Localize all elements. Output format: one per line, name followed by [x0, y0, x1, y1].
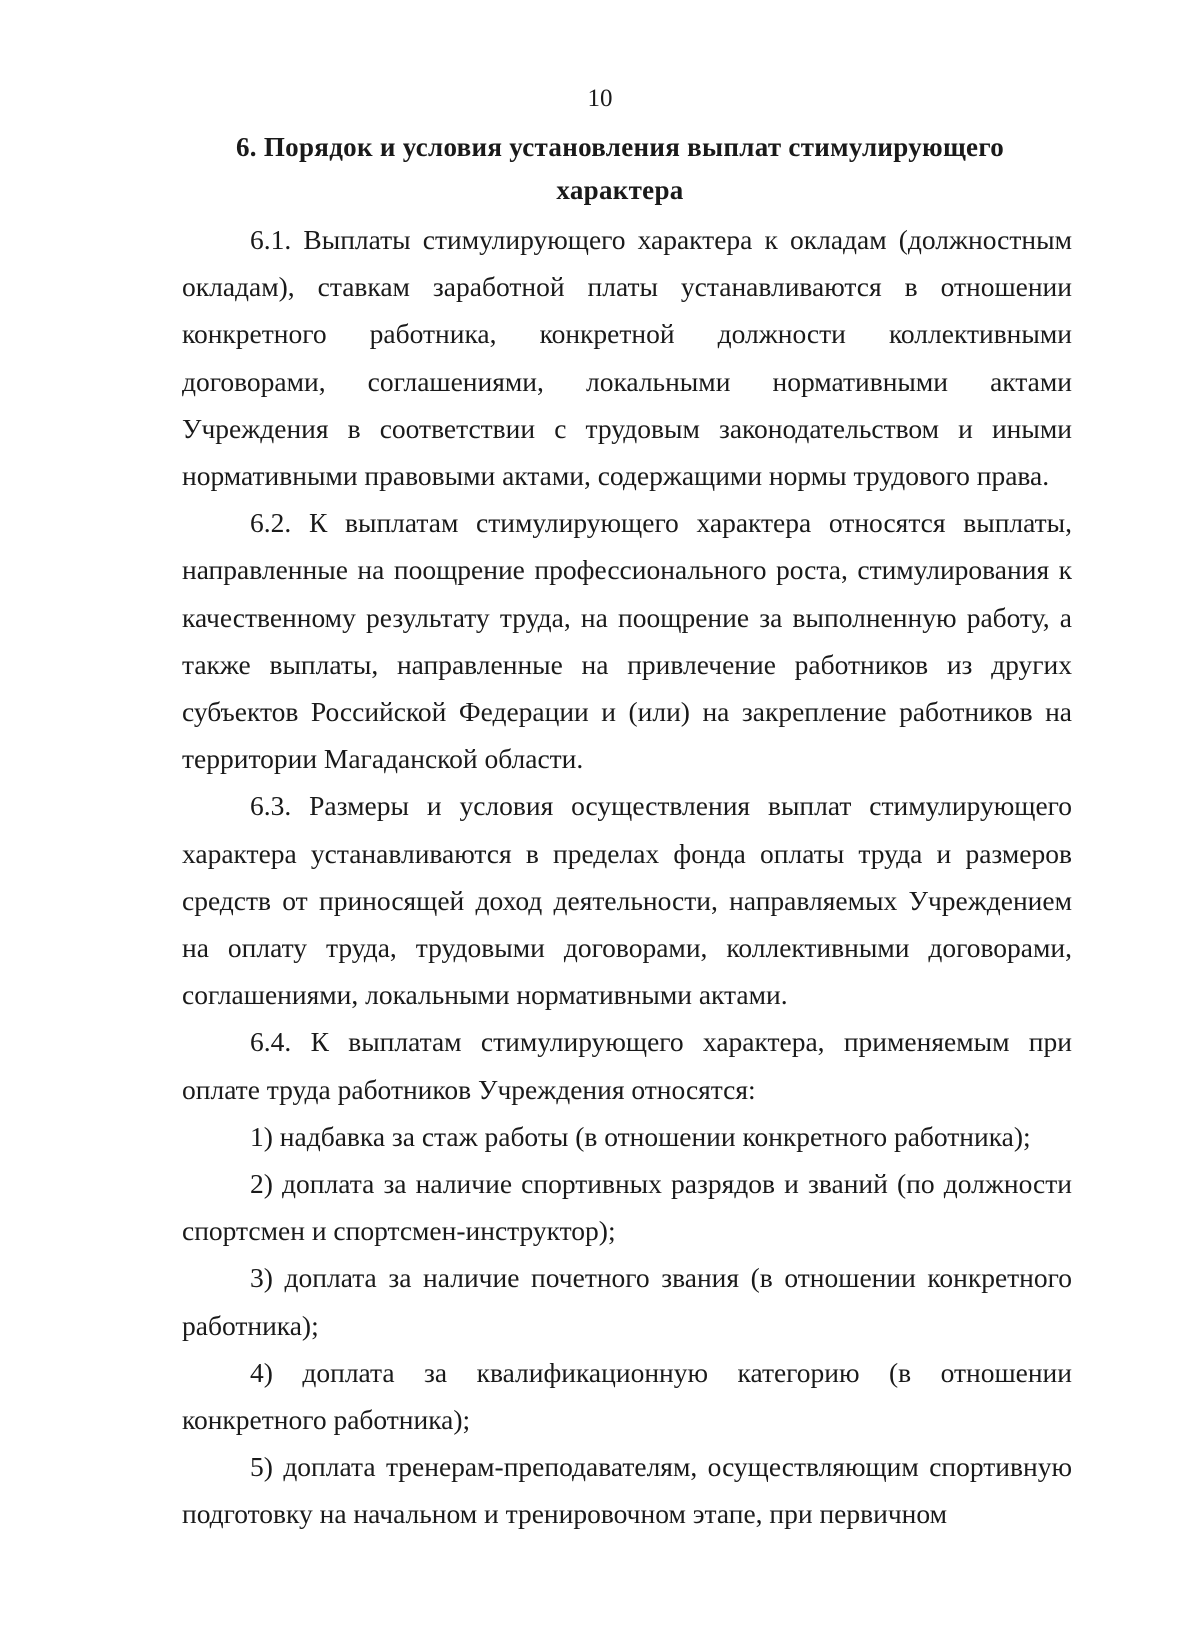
- paragraph-6-3: 6.3. Размеры и условия осуществления выплат стимулирующего характера устанавливаются в пределах фонда оплаты труда и размеров средств от приносящей доход деятельности, направляемых Учреждением на оплату труда, трудовыми договорами, коллективными договорами, соглашениями, локальными нормативными актами.: [182, 790, 1072, 1011]
- list-item-1: 1) надбавка за стаж работы (в отношении конкретного работника);: [250, 1120, 1031, 1152]
- paragraph-6-2: 6.2. К выплатам стимулирующего характера относятся выплаты, направленные на поощрение профессионального роста, стимулирования к качественному результату труда, на поощрение за выполненную работу, а также выплаты, направленные на привлечение работников из других субъектов Российской Федерации и (или) на закрепление работников на территории Магаданской области.: [182, 507, 1072, 775]
- section-heading: 6. Порядок и условия установления выплат стимулирующего характера: [235, 132, 1005, 205]
- list-item-3: 3) доплата за наличие почетного звания (в отношении конкретного работника);: [182, 1262, 1072, 1341]
- list-item-4: 4) доплата за квалификационную категорию (в отношении конкретного работника);: [182, 1356, 1072, 1436]
- document-body: [182, 216, 1072, 1538]
- list-item-2: 2) доплата за наличие спортивных разрядов и званий (по должности спортсмен и спортсмен-инструктор);: [182, 1168, 1072, 1247]
- paragraph-6-1: 6.1. Выплаты стимулирующего характера к окладам (должностным окладам), ставкам заработной платы устанавливаются в отношении конкретного работника, конкретной должности коллективными договорами, соглашениями, локальными нормативными актами Учреждения в соответствии с трудовым законодательством и иными нормативными правовыми актами, содержащими нормы трудового права.: [182, 224, 1072, 492]
- list-item-5: 5) доплата тренерам-преподавателям, осуществляющим спортивную подготовку на начальном и тренировочном этапе, при первичном: [182, 1451, 1072, 1530]
- paragraph-6-4: 6.4. К выплатам стимулирующего характера, применяемым при оплате труда работников Учреждения относятся:: [182, 1026, 1072, 1105]
- page-number: 10: [587, 85, 613, 112]
